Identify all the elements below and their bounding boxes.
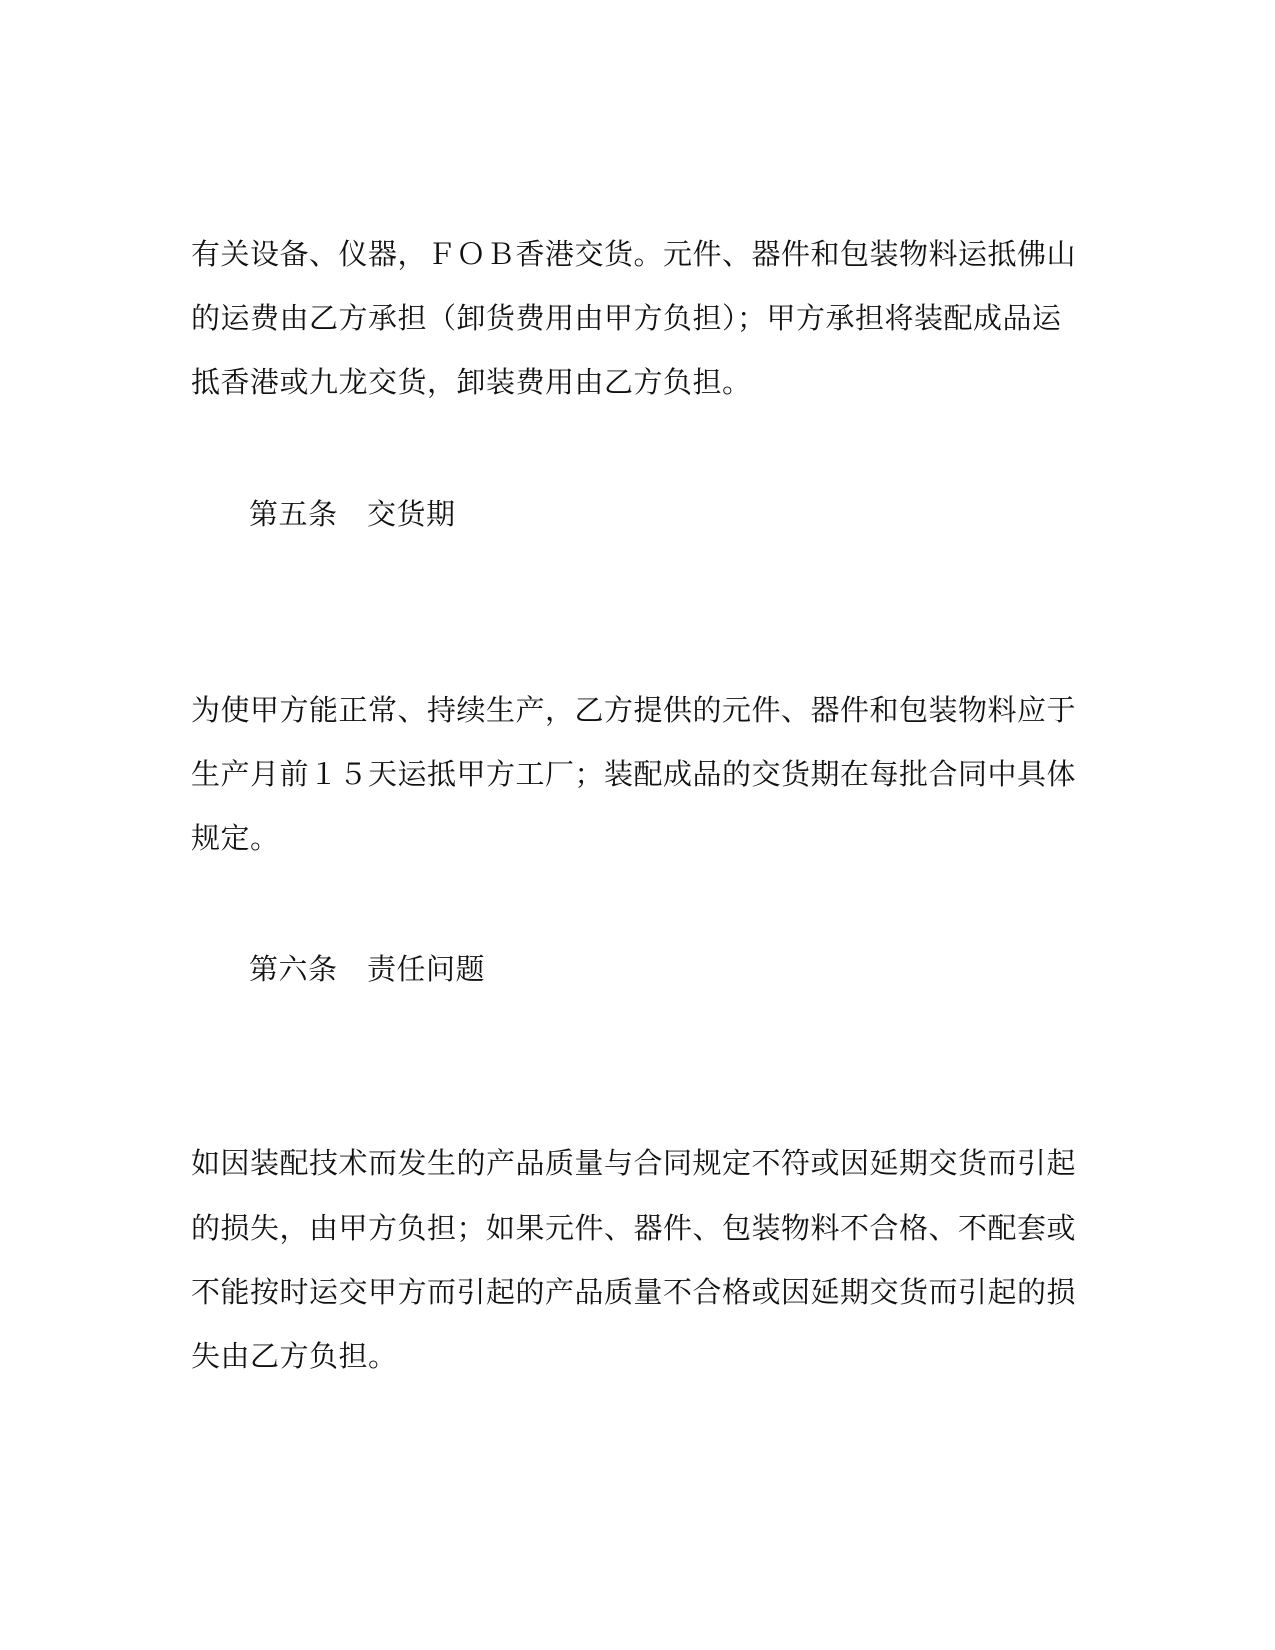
paragraph-1-line-3: 抵香港或九龙交货，卸装费用由乙方负担。 <box>191 365 752 399</box>
paragraph-1-line-1: 有关设备、仪器，ＦＯＢ香港交货。元件、器件和包装物料运抵佛山 <box>191 237 1077 271</box>
paragraph-2-line-1: 为使甲方能正常、持续生产，乙方提供的元件、器件和包装物料应于 <box>191 693 1077 727</box>
article-6-heading: 第六条 责任问题 <box>249 952 486 986</box>
paragraph-2-line-3: 规定。 <box>191 821 280 855</box>
article-5-heading: 第五条 交货期 <box>249 497 456 531</box>
paragraph-3-line-2: 的损失，由甲方负担；如果元件、器件、包装物料不合格、不配套或 <box>191 1211 1077 1245</box>
paragraph-2-line-2: 生产月前１５天运抵甲方工厂；装配成品的交货期在每批合同中具体 <box>191 757 1077 791</box>
paragraph-3-line-3: 不能按时运交甲方而引起的产品质量不合格或因延期交货而引起的损 <box>191 1275 1077 1309</box>
paragraph-3-line-4: 失由乙方负担。 <box>191 1339 398 1373</box>
paragraph-3-line-1: 如因装配技术而发生的产品质量与合同规定不符或因延期交货而引起 <box>191 1146 1077 1180</box>
paragraph-1-line-2: 的运费由乙方承担（卸货费用由甲方负担）；甲方承担将装配成品运 <box>191 301 1062 335</box>
